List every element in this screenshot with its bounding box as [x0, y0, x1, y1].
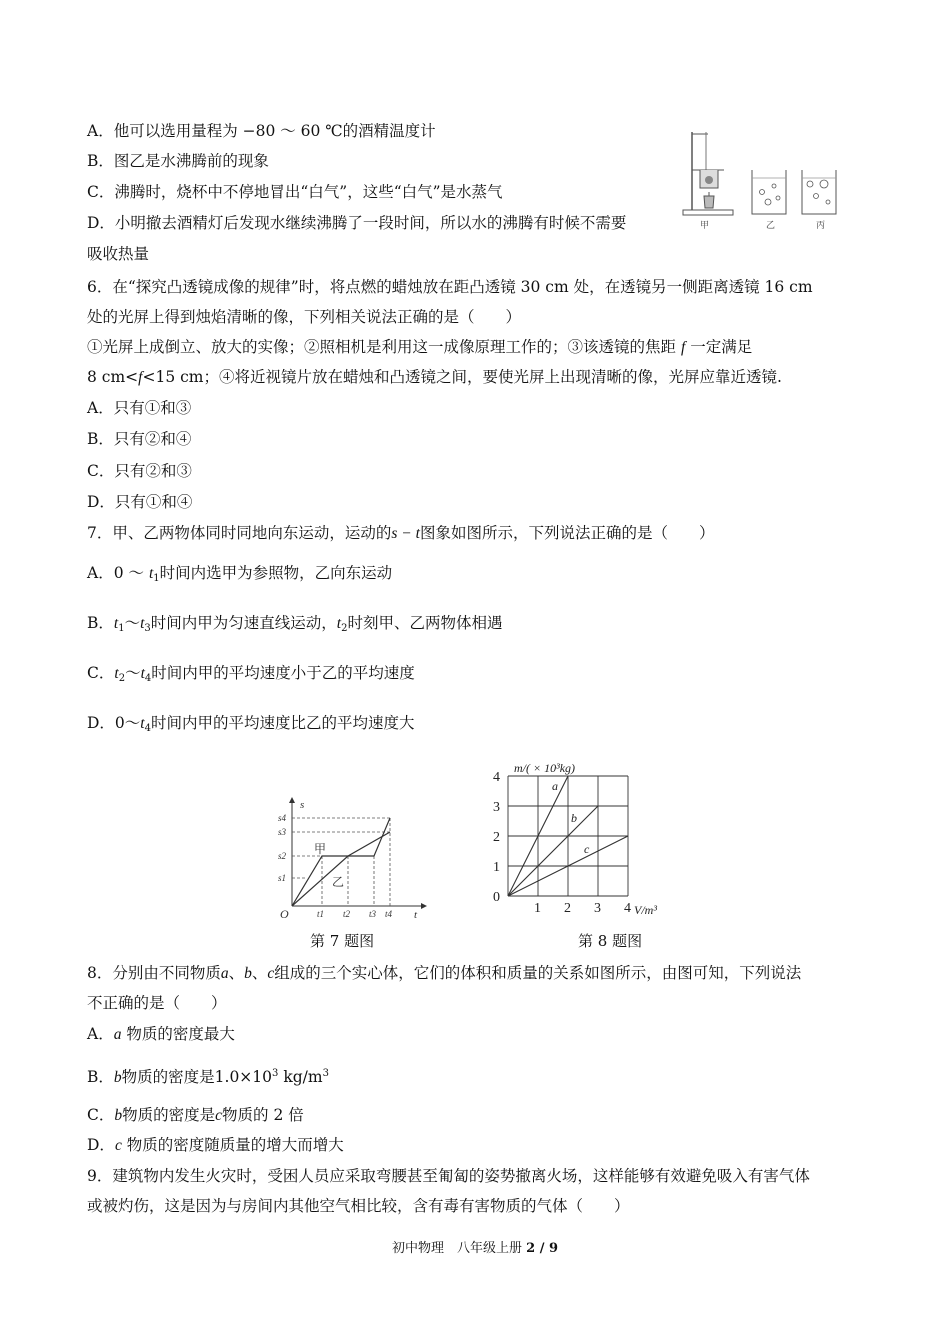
fig8-y-label: m/( × 10³kg) — [514, 761, 576, 775]
q9-stem-line1: 9．建筑物内发生火灾时，受困人员应采取弯腰甚至匍匐的姿势撤离火场，这样能够有效避免吸入有害气体 — [87, 1167, 810, 1185]
fig7-x-label: t — [414, 909, 418, 921]
fig7-xtick-t1: t1 — [317, 909, 325, 919]
q8-option-b: B．b物质的密度是$1.0\times 10^3$ $kg/m^3$ — [87, 1068, 329, 1086]
fig8-caption: 第 8 题图 — [578, 932, 643, 950]
fig8-ytick-2: 2 — [493, 830, 500, 845]
q7-option-b: B．$t_1\sim t_3$时间内甲为匀速直线运动，$t_2$时刻甲、乙两物体相遇 — [87, 614, 503, 634]
q5-option-d-line1: D．小明撤去酒精灯后发现水继续沸腾了一段时间，所以水的沸腾有时候不需要 — [87, 214, 627, 232]
fig8-label-b: b — [571, 811, 577, 825]
fig7-ytick-s3: s3 — [278, 827, 287, 837]
fig8-ytick-4: 4 — [493, 770, 500, 785]
q5-option-a: A．他可以选用量程为 −80 ～ 60 ℃的酒精温度计 — [87, 122, 436, 140]
q8-option-d: D．c 物质的密度随质量的增大而增大 — [87, 1136, 344, 1154]
fig7-xtick-t3: t3 — [369, 909, 377, 919]
footer-text: 初中物理 八年级上册 — [391, 1241, 522, 1256]
q7-option-d: D．$0\sim t_4$时间内甲的平均速度比乙的平均速度大 — [87, 714, 415, 734]
fig8-xtick-2: 2 — [564, 901, 571, 916]
fig7-series-yi — [292, 832, 390, 906]
q5-apparatus-figure — [678, 122, 848, 234]
q7-option-c: C．$t_2\sim t_4$时间内甲的平均速度小于乙的平均速度 — [87, 664, 415, 684]
q5-option-b: B．图乙是水沸腾前的现象 — [87, 152, 269, 170]
fig-label-yi: 乙 — [766, 220, 776, 230]
fig8-xtick-1: 1 — [534, 901, 541, 916]
fig7-y-label: s — [300, 799, 305, 811]
fig-label-jia: 甲 — [700, 220, 710, 230]
q7-stem: 7．甲、乙两物体同时同地向东运动，运动的s − t图象如图所示，下列说法正确的是（ ） — [87, 524, 715, 542]
fig7-xtick-t4: t4 — [385, 909, 393, 919]
q6-option-a: A．只有①和③ — [87, 399, 192, 417]
fig8-xtick-4: 4 — [624, 901, 631, 916]
fig-label-bing: 丙 — [816, 220, 826, 230]
fig7-label-jia: 甲 — [314, 842, 327, 856]
fig7-xtick-t2: t2 — [343, 909, 351, 919]
fig7-ytick-s4: s4 — [278, 813, 287, 823]
fig8-xtick-3: 3 — [594, 901, 601, 916]
q8-option-c: C．b物质的密度是c物质的 2 倍 — [87, 1106, 304, 1124]
q8-option-a: A．a 物质的密度最大 — [87, 1025, 235, 1043]
q6-option-d: D．只有①和④ — [87, 493, 193, 511]
fig7-ytick-s2: s2 — [278, 851, 287, 861]
q5-option-c: C．沸腾时，烧杯中不停地冒出“白气”，这些“白气”是水蒸气 — [87, 183, 503, 201]
q8-stem-line1: 8．分别由不同物质a、b、c组成的三个实心体，它们的体积和质量的关系如图所示，由图可知，下列说法 — [87, 964, 802, 982]
page-footer — [0, 1237, 950, 1256]
q6-stem-line2: 处的光屏上得到烛焰清晰的像，下列相关说法正确的是（ ） — [87, 308, 522, 326]
q6-statements-line2: 8 cm<f<15 cm；④将近视镜片放在蜡烛和凸透镜之间，要使光屏上出现清晰的像，光屏应靠近透镜. — [87, 368, 782, 386]
q6-option-b: B．只有②和④ — [87, 430, 192, 448]
q6-stem-line1: 6．在“探究凸透镜成像的规律”时，将点燃的蜡烛放在距凸透镜 30 cm 处，在透镜另一侧距离透镜 16 cm — [87, 278, 813, 296]
fig7-ytick-s1: s1 — [278, 873, 287, 883]
fig8-ytick-0: 0 — [493, 890, 500, 905]
fig8-label-c: c — [584, 842, 590, 856]
fig7-origin: O — [280, 907, 289, 921]
fig7-st-graph — [272, 796, 432, 922]
fig7-caption: 第 7 题图 — [310, 932, 375, 950]
q7-option-a: A．0 ～ $t_1$时间内选甲为参照物，乙向东运动 — [87, 564, 393, 584]
q5-option-d-line2: 吸收热量 — [87, 245, 150, 263]
fig8-x-label: V/m³ — [634, 903, 657, 917]
q8-stem-line2: 不正确的是（ ） — [87, 994, 227, 1012]
fig8-ytick-3: 3 — [493, 800, 500, 815]
fig8-mv-graph — [488, 758, 674, 922]
q6-statements-line1: ①光屏上成倒立、放大的实像；②照相机是利用这一成像原理工作的；③该透镜的焦距 f 一定满足 — [87, 338, 753, 356]
fig7-label-yi: 乙 — [332, 875, 345, 889]
q9-stem-line2: 或被灼伤，这是因为与房间内其他空气相比较，含有毒有害物质的气体（ ） — [87, 1197, 630, 1215]
page-number: 2 / 9 — [526, 1241, 559, 1256]
q6-option-c: C．只有②和③ — [87, 462, 192, 480]
fig8-ytick-1: 1 — [493, 860, 500, 875]
fig8-label-a: a — [552, 779, 558, 793]
